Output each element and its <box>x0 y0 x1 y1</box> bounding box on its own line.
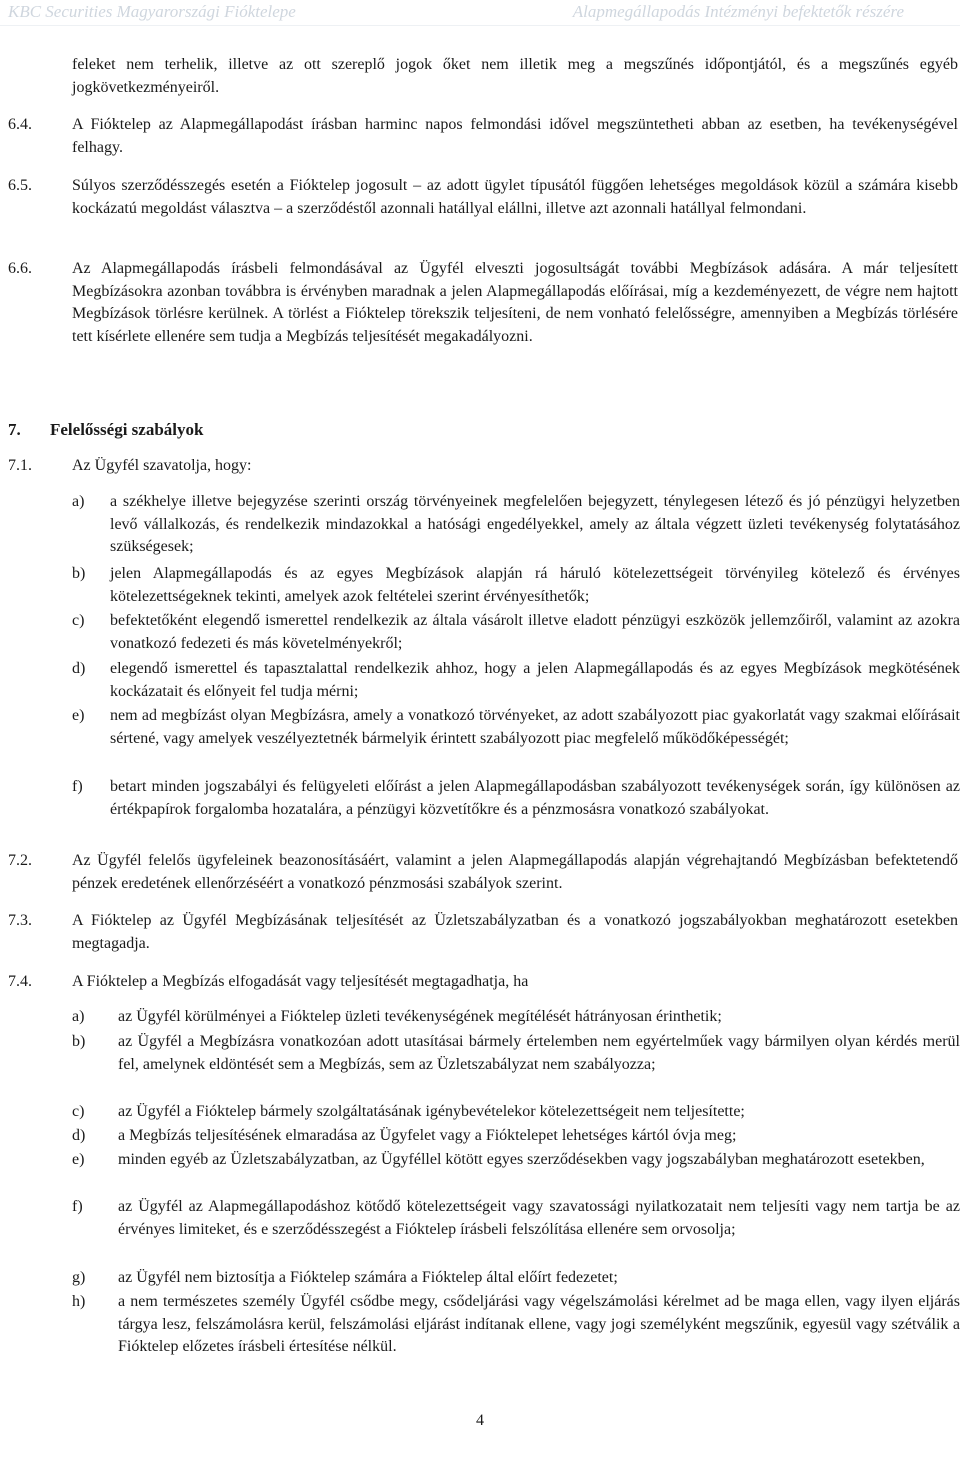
list-item-letter: a) <box>72 1008 85 1025</box>
list-item-letter: c) <box>72 1103 85 1120</box>
page-number: 4 <box>476 1412 484 1429</box>
header-rule <box>0 25 960 26</box>
header-company: KBC Securities Magyarországi Fióktelepe <box>8 2 296 21</box>
paragraph-text: A Fióktelep az Ügyfél Megbízásának teljesítését az Üzletszabályzatban és a vonatkozó jogszabályokban meghatározott esetekben megtagadja. <box>72 912 958 952</box>
list-item-letter: g) <box>72 1269 86 1286</box>
list-item-text: a nem természetes személy Ügyfél csődbe megy, csődeljárási vagy végelszámolási kérelmet ad be maga ellen, vagy ilyen eljárás tárgya lesz, felszámolásra kerül, felszámolási eljárást indítanak ellene, vagy jogi személyként megszűnik, egyesül vagy szétválik a Fióktelep előzetes írásbeli értesítése nélkül. <box>118 1293 960 1356</box>
list-item-text: nem ad megbízást olyan Megbízásra, amely a vonatkozó törvényeket, az adott szabályozott piac gyakorlatát vagy szakmai előírásait sértené, vagy amelyek veszélyeztetnék bármelyik érintett szabályozott piac megfelelő működőképességét; <box>110 707 960 747</box>
list-item-letter: e) <box>72 1151 85 1168</box>
paragraph-text: Az Ügyfél szavatolja, hogy: <box>72 457 252 474</box>
list-item-letter: f) <box>72 778 83 795</box>
header-document-title: Alapmegállapodás Intézményi befektetők részére <box>572 2 904 21</box>
paragraph-text: A Fióktelep az Alapmegállapodást írásban harminc napos felmondási idővel megszüntetheti abban az esetben, ha tevékenységével felhagy. <box>72 116 958 156</box>
paragraph-text: Az Alapmegállapodás írásbeli felmondásával az Ügyfél elveszti jogosultságát további Megbízások adására. A már teljesített Megbízásokra azonban továbbra is érvényben maradnak a jelen Alapmegállapodás előírásai, míg a kezdeményezett, de végre nem hajtott Megbízások törlésre kerülnek. A törlést a Fióktelep törekszik teljesíteni, de nem vonható felelősségre, amennyiben a Megbízás törlésére tett kísérlete ellenére sem tudja a Megbízás teljesítését megakadályozni. <box>72 260 958 345</box>
list-item-letter: e) <box>72 707 85 724</box>
paragraph-number: 7.3. <box>8 912 32 929</box>
list-item-letter: d) <box>72 660 86 677</box>
paragraph-number: 6.6. <box>8 260 32 277</box>
paragraph-number: 7.1. <box>8 457 32 474</box>
list-item-letter: h) <box>72 1293 86 1310</box>
list-item-text: az Ügyfél körülményei a Fióktelep üzleti tevékenységének megítélését hátrányosan érinthetik; <box>118 1008 722 1025</box>
list-item-text: az Ügyfél a Fióktelep bármely szolgáltatásának igénybevételekor kötelezettségeit nem teljesítette; <box>118 1103 745 1120</box>
paragraph-text: Az Ügyfél felelős ügyfeleinek beazonosításáért, valamint a jelen Alapmegállapodás alapján végrehajtandó Megbízásban befektetendő pénzek eredetének ellenőrzéséért a vonatkozó pénzmosási szabályok szerint. <box>72 852 958 892</box>
paragraph-text: A Fióktelep a Megbízás elfogadását vagy teljesítését megtagadhatja, ha <box>72 973 529 990</box>
section-number: 7. <box>8 420 21 439</box>
list-item-text: elegendő ismerettel és tapasztalattal rendelkezik ahhoz, hogy a jelen Alapmegállapodás és az egyes Megbízások megkötésének kockázatait és előnyeit fel tudja mérni; <box>110 660 960 700</box>
list-item-text: minden egyéb az Üzletszabályzatban, az Ügyféllel kötött egyes szerződésekben vagy jogszabályban meghatározott esetekben, <box>118 1151 925 1168</box>
page-header <box>0 0 960 26</box>
paragraph-number: 7.4. <box>8 973 32 990</box>
list-item-text: az Ügyfél nem biztosítja a Fióktelep számára a Fióktelep által előírt fedezetet; <box>118 1269 618 1286</box>
list-item-text: betart minden jogszabályi és felügyeleti előírást a jelen Alapmegállapodásban szabályozott tevékenységek során, így különösen az értékpapírok forgalomba hozatalára, a pénzügyi közvetítőkre és a pénzmosásra vonatkozó szabályokat. <box>110 778 960 818</box>
list-item-letter: a) <box>72 493 85 510</box>
list-item-letter: d) <box>72 1127 86 1144</box>
paragraph-number: 6.5. <box>8 177 32 194</box>
list-item-text: az Ügyfél a Megbízásra vonatkozóan adott utasításai bármely értelemben nem egyértelműek vagy bármilyen olyan kérdés merül fel, amelynek eldöntését sem a Megbízás, sem az Üzletszabályzat nem szabályozza; <box>118 1033 960 1073</box>
paragraph-number: 7.2. <box>8 852 32 869</box>
list-item-letter: f) <box>72 1198 83 1215</box>
list-item-letter: b) <box>72 565 86 582</box>
paragraph-number: 6.4. <box>8 116 32 133</box>
list-item-text: jelen Alapmegállapodás és az egyes Megbízások alapján rá háruló kötelezettségeit törvényileg kötelező és érvényes kötelezettségeknek tekinti, amelyek azok feltételei szerint érvényesíthetők; <box>110 565 960 605</box>
section-title: Felelősségi szabályok <box>50 420 204 439</box>
list-item-text: az Ügyfél az Alapmegállapodáshoz kötődő kötelezettségeit vagy szavatossági nyilatkozatait nem teljesíti vagy nem tartja be az érvényes limiteket, és e szerződésszegést a Fióktelep írásbeli felszólítása ellenére sem orvosolja; <box>118 1198 960 1238</box>
list-item-text: befektetőként elegendő ismerettel rendelkezik az általa vásárolt illetve eladott pénzügyi eszközök jellemzőiről, valamint az azokra vonatkozó fedezeti és más követelményekről; <box>110 612 960 652</box>
paragraph-text: Súlyos szerződésszegés esetén a Fióktelep jogosult – az adott ügylet típusától függően lehetséges megoldások közül a számára kisebb kockázatú megoldást választva – a szerződéstől azonnali hatállyal elállni, illetve azt azonnali hatállyal felmondani. <box>72 177 958 217</box>
list-item-text: a Megbízás teljesítésének elmaradása az Ügyfelet vagy a Fióktelepet lehetséges kártól óvja meg; <box>118 1127 737 1144</box>
list-item-text: a székhelye illetve bejegyzése szerinti ország törvényeinek megfelelően bejegyzett, ténylegesen létező és jó pénzügyi helyzetben levő vállalkozás, és rendelkezik mindazokkal a hatósági engedélyekkel, amely az általa végzett üzleti tevékenység folytatásához szükségesek; <box>110 493 960 556</box>
list-item-letter: c) <box>72 612 85 629</box>
paragraph-text: feleket nem terhelik, illetve az ott szereplő jogok őket nem illetik meg a megszűnés időpontjától, és a megszűnés egyéb jogkövetkezményeiről. <box>72 56 958 96</box>
section-7-heading <box>8 419 204 442</box>
list-item-letter: b) <box>72 1033 86 1050</box>
